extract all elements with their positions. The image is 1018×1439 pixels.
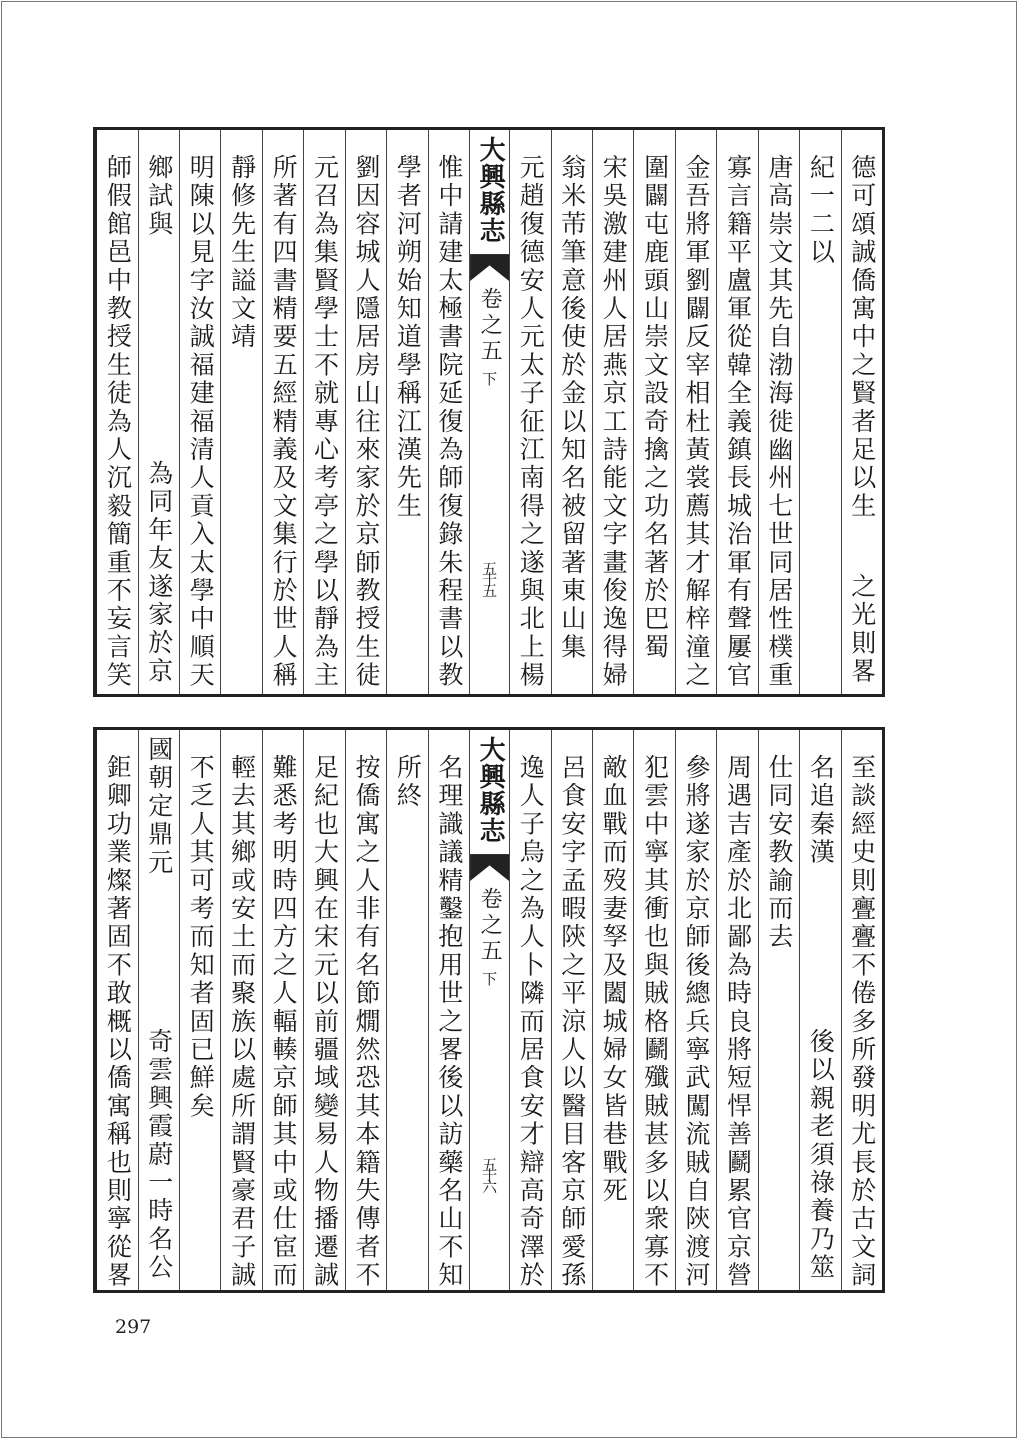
text-column bbox=[551, 730, 592, 1290]
column-text: 師假館邑中教授生徒為人沉毅簡重不妄言笑 bbox=[103, 154, 133, 690]
column-text: 呂食安字孟暇陝之平涼人以醫目客京師愛孫 bbox=[557, 754, 587, 1290]
column-text: 國朝定鼎元 bbox=[144, 736, 174, 877]
column-text: 逸人子烏之為人卜隣而居食安才辯高奇澤於 bbox=[516, 754, 546, 1290]
column-text: 犯雲中寧其衝也與賊格鬬殲賊甚多以衆寡不 bbox=[640, 754, 670, 1290]
text-column bbox=[841, 730, 882, 1290]
text-column bbox=[138, 130, 179, 694]
column-text: 難悉考明時四方之人輻輳京師其中或仕宦而 bbox=[269, 754, 299, 1290]
column-text: 惟中請建太極書院延復為師復錄朱程書以教 bbox=[434, 154, 464, 690]
text-column bbox=[262, 730, 303, 1290]
column-text: 圍闢屯鹿頭山崇文設奇擒之功名著於巴蜀 bbox=[640, 154, 670, 662]
column-text: 唐高崇文其先自渤海徙幽州七世同居性樸重 bbox=[764, 154, 794, 690]
text-column bbox=[386, 730, 427, 1290]
column-text: 不乏人其可考而知者固已鮮矣 bbox=[186, 754, 216, 1121]
text-column bbox=[179, 130, 220, 694]
page-number: 297 bbox=[115, 1316, 152, 1338]
text-column bbox=[758, 130, 799, 694]
volume-label: 卷之五 bbox=[477, 887, 503, 965]
column-text: 德可頌誠僑寓中之賢者足以生 bbox=[847, 154, 877, 521]
text-column bbox=[675, 730, 716, 1290]
column-text-lower: 之光則畧 bbox=[847, 573, 877, 686]
text-column bbox=[675, 130, 716, 694]
book-title bbox=[470, 130, 509, 255]
column-text: 按僑寓之人非有名節燗然恐其本籍失傳者不 bbox=[351, 754, 381, 1290]
volume-sub-label: 下 bbox=[480, 971, 499, 986]
folio-number: 五十五 bbox=[480, 561, 499, 594]
column-text: 學者河朔始知道學稱江漢先生 bbox=[393, 154, 423, 521]
text-column bbox=[179, 730, 220, 1290]
column-text: 元召為集賢學士不就專心考亭之學以靜為主 bbox=[310, 154, 340, 690]
text-column bbox=[97, 730, 137, 1290]
column-text: 周遇吉產於北鄙為時良將短悍善鬬累官京營 bbox=[723, 754, 753, 1290]
column-text: 靜修先生謚文靖 bbox=[227, 154, 257, 352]
column-text: 宋吳激建州人居燕京工詩能文字畫俊逸得婦 bbox=[599, 154, 629, 690]
column-text: 至談經史則亹亹不倦多所發明尤長於古文詞 bbox=[847, 754, 877, 1290]
center-margin-column bbox=[469, 130, 509, 694]
text-column bbox=[799, 730, 840, 1290]
book-title bbox=[470, 730, 509, 855]
text-column bbox=[220, 130, 261, 694]
text-column bbox=[716, 730, 757, 1290]
volume-label: 卷之五 bbox=[477, 287, 503, 365]
text-column bbox=[799, 130, 840, 694]
text-column bbox=[758, 730, 799, 1290]
text-column bbox=[97, 130, 137, 694]
column-text: 參將遂家於京師後總兵寧武闖流賊自陝渡河 bbox=[682, 754, 712, 1290]
text-column bbox=[303, 130, 344, 694]
column-text: 元趙復德安人元太子征江南得之遂與北上楊 bbox=[516, 154, 546, 690]
column-text-lower: 奇雲興霞蔚一時名公 bbox=[144, 1028, 174, 1282]
column-text: 紀一二以 bbox=[806, 154, 836, 267]
text-column bbox=[428, 730, 469, 1290]
column-text: 所著有四書精要五經精義及文集行於世人稱 bbox=[269, 154, 299, 690]
book-title-text: 大興縣志 bbox=[475, 136, 506, 244]
book-title-text: 大興縣志 bbox=[475, 736, 506, 844]
column-text: 鄉試與 bbox=[144, 154, 174, 239]
column-text: 明陳以見字汝誠福建福清人貢入太學中順天 bbox=[186, 154, 216, 690]
column-text: 翁米芾筆意後使於金以知名被留著東山集 bbox=[557, 154, 587, 662]
text-column bbox=[138, 730, 179, 1290]
text-column bbox=[386, 130, 427, 694]
column-text-lower: 為同年友遂家於京 bbox=[144, 460, 174, 686]
top-page-block bbox=[93, 127, 885, 697]
text-column bbox=[220, 730, 261, 1290]
text-column bbox=[592, 730, 633, 1290]
column-text: 仕同安教諭而去 bbox=[764, 754, 794, 952]
column-text: 鉅卿功業燦著固不敢概以僑寓稱也則寧從畧 bbox=[103, 754, 133, 1290]
column-text: 名理識議精鑿抱用世之畧後以訪藥名山不知 bbox=[434, 754, 464, 1290]
volume-sub-label: 下 bbox=[480, 371, 499, 386]
column-text: 劉因容城人隱居房山往來家於京師教授生徒 bbox=[351, 154, 381, 690]
fishtail-mark bbox=[470, 255, 509, 281]
text-column bbox=[592, 130, 633, 694]
text-column bbox=[509, 730, 550, 1290]
text-column bbox=[509, 130, 550, 694]
column-text: 名追秦漢 bbox=[806, 754, 836, 867]
column-text: 輕去其鄉或安土而聚族以處所謂賢豪君子誠 bbox=[227, 754, 257, 1290]
text-column bbox=[262, 130, 303, 694]
text-column bbox=[345, 130, 386, 694]
column-text: 金吾將軍劉闢反宰相杜黃裳薦其才解梓潼之 bbox=[682, 154, 712, 690]
center-margin-column bbox=[469, 730, 509, 1290]
column-text: 敵血戰而歿妻孥及闔城婦女皆巷戰死 bbox=[599, 754, 629, 1206]
column-text: 寡言籍平盧軍從韓全義鎮長城治軍有聲屢官 bbox=[723, 154, 753, 690]
fishtail-mark bbox=[470, 855, 509, 881]
text-column bbox=[716, 130, 757, 694]
text-column bbox=[633, 130, 674, 694]
text-column bbox=[551, 130, 592, 694]
column-text: 足紀也大興在宋元以前疆域變易人物播遷誠 bbox=[310, 754, 340, 1290]
column-text: 所終 bbox=[393, 754, 423, 811]
bottom-page-block bbox=[93, 727, 885, 1293]
column-text-lower: 後以親老須祿養乃筮 bbox=[806, 1028, 836, 1282]
text-column bbox=[428, 130, 469, 694]
text-column bbox=[303, 730, 344, 1290]
text-column bbox=[633, 730, 674, 1290]
text-column bbox=[841, 130, 882, 694]
text-column bbox=[345, 730, 386, 1290]
folio-number: 五十六 bbox=[480, 1157, 499, 1190]
